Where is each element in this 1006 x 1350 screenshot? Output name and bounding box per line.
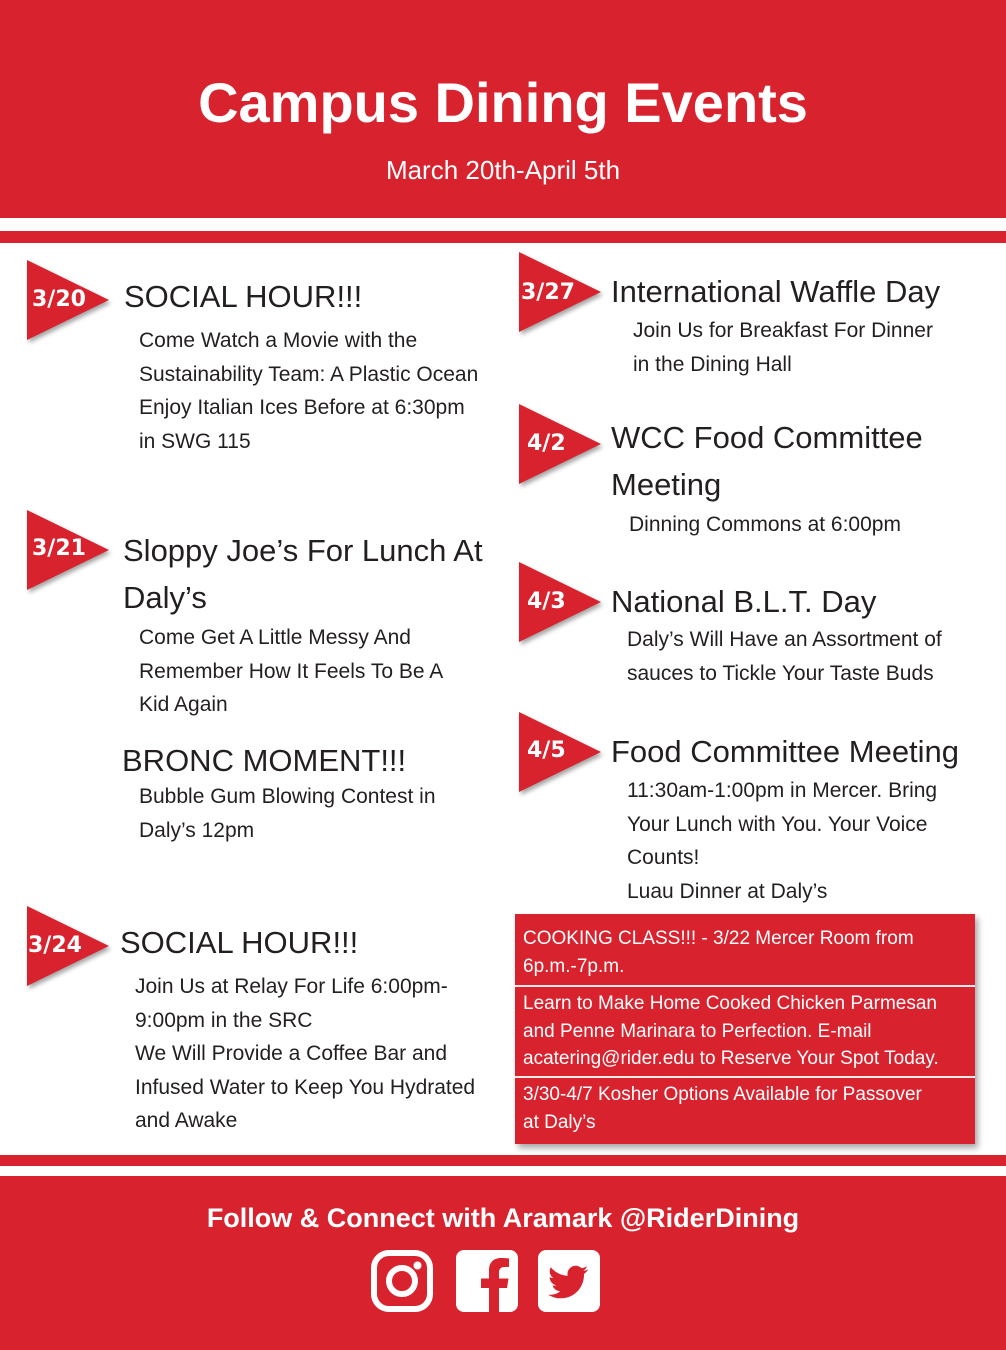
- event-title: Sloppy Joe’s For Lunch At Daly’s: [123, 533, 483, 615]
- event-subtitle: BRONC MOMENT!!!: [122, 743, 407, 778]
- event-date: 3/27: [521, 280, 575, 305]
- announcement-box: [515, 914, 975, 1144]
- event-title: WCC Food Committee Meeting: [611, 420, 923, 502]
- event-date: 3/24: [28, 933, 82, 958]
- event-description: Come Get A Little Messy And Remember How It Feels To Be A Kid Again: [139, 626, 444, 716]
- twitter-icon[interactable]: [538, 1250, 600, 1312]
- date-range-subtitle: March 20th-April 5th: [385, 155, 621, 185]
- event-date: 3/20: [32, 287, 86, 312]
- event-title: SOCIAL HOUR!!!: [124, 279, 363, 314]
- instagram-icon[interactable]: [371, 1250, 433, 1312]
- event-description: Join Us at Relay For Life 6:00pm- 9:00pm in the SRC We Will Provide a Coffee Bar and Infused Water to Keep You Hydrated and Awake: [135, 975, 476, 1132]
- event-description: Daly’s Will Have an Assortment of sauces to Tickle Your Taste Buds: [627, 628, 942, 685]
- announcement-kosher-options: 3/30-4/7 Kosher Options Available for Passover at Daly’s: [523, 1084, 922, 1133]
- announcement-divider: [515, 1076, 975, 1078]
- event-title: Food Committee Meeting: [611, 734, 960, 769]
- event-date: 4/2: [527, 431, 566, 456]
- event-description: 11:30am-1:00pm in Mercer. Bring Your Lunch with You. Your Voice Counts! Luau Dinner at Daly’s: [627, 779, 938, 903]
- event-title: International Waffle Day: [611, 274, 941, 309]
- facebook-icon[interactable]: [456, 1250, 518, 1312]
- header-banner: [0, 0, 1006, 218]
- page-title: Campus Dining Events: [198, 71, 808, 134]
- divider-stripe: [0, 1155, 1006, 1166]
- event-description: Bubble Gum Blowing Contest in Daly’s 12pm: [139, 785, 436, 842]
- event-date: 4/3: [527, 589, 566, 614]
- event-date: 4/5: [527, 738, 566, 763]
- event-date: 3/21: [32, 536, 86, 561]
- divider-stripe: [0, 231, 1006, 243]
- event-description: Join Us for Breakfast For Dinner in the Dining Hall: [633, 319, 933, 376]
- announcement-divider: [515, 985, 975, 987]
- event-title: National B.L.T. Day: [611, 584, 877, 619]
- follow-text: Follow & Connect with Aramark @RiderDining: [206, 1203, 800, 1233]
- event-description: Come Watch a Movie with the Sustainability Team: A Plastic Ocean Enjoy Italian Ices Before at 6:30pm in SWG 115: [139, 329, 479, 453]
- announcement-chicken-parmesan: Learn to Make Home Cooked Chicken Parmesan and Penne Marinara to Perfection. E-mail acatering@rider.edu to Reserve Your Spot Today.: [523, 993, 939, 1069]
- event-description: Dinning Commons at 6:00pm: [629, 513, 901, 536]
- announcement-cooking-class: COOKING CLASS!!! - 3/22 Mercer Room from 6p.m.-7p.m.: [523, 928, 914, 977]
- event-title: SOCIAL HOUR!!!: [120, 925, 359, 960]
